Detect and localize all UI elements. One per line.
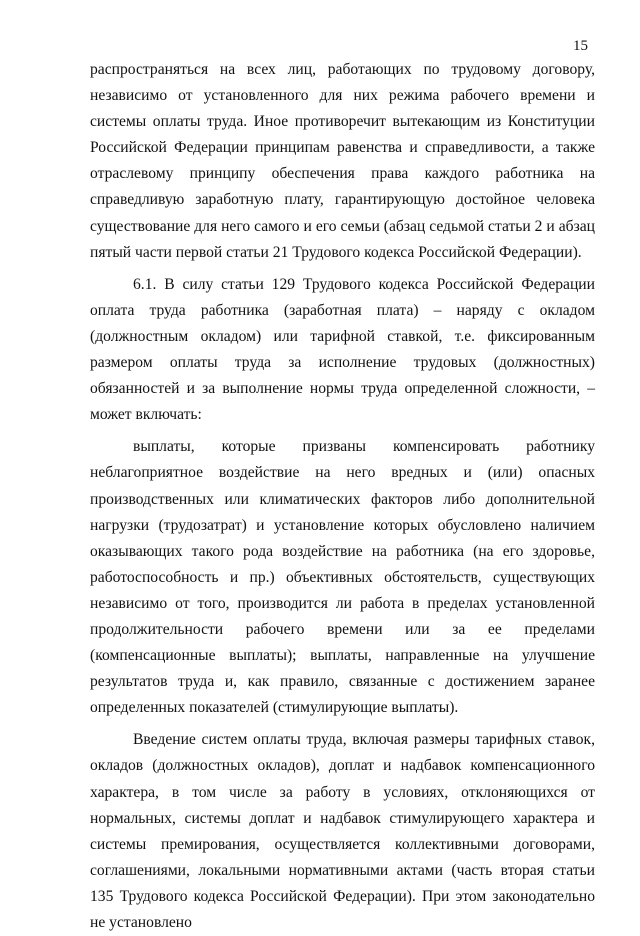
paragraph-payments-definition: выплаты, которые призваны компенсировать работнику неблагоприятное воздействие на него вредных и (или) опасных производственных или климатических факторов либо дополнительной нагрузки (трудозатрат) и установление которых обусловлено наличием оказывающих такого рода воздействие на работника (на его здоровье, работоспособность и пр.) объективных обстоятельств, существующих независимо от того, производится ли работа в пределах установленной продолжительности рабочего времени или за ее пределами (компенсационные выплаты); выплаты, направленные на улучшение результатов труда и, как правило, связанные с достижением заранее определенных показателей (стимулирующие выплаты). [90, 438, 595, 717]
paragraph-pay-systems: Введение систем оплаты труда, включая размеры тарифных ставок, окладов (должностных окладов), доплат и надбавок компенсационного характера, в том числе за работу в условиях, отклоняющихся от нормальных, системы доплат и надбавок стимулирующего характера и системы премирования, осуществляется коллективными договорами, соглашениями, локальными нормативными актами (часть вторая статьи 135 Трудового кодекса Российской Федерации). При этом законодательно не установлено [90, 731, 595, 931]
page-number: 15 [573, 38, 588, 54]
document-body [90, 57, 595, 936]
paragraph-continuation: распространяться на всех лиц, работающих по трудовому договору, независимо от установленного для них режима рабочего времени и системы оплаты труда. Иное противоречит вытекающим из Конституции Российской Федерации принципам равенства и справедливости, а также отраслевому принципу обеспечения права каждого работника на справедливую заработную плату, гарантирующую достойное человека существование для него самого и его семьи (абзац седьмой статьи 2 и абзац пятый части первой статьи 21 Трудового кодекса Российской Федерации). [90, 61, 595, 261]
paragraph-section-6-1: 6.1. В силу статьи 129 Трудового кодекса Российской Федерации оплата труда работника (заработная плата) – наряду с окладом (должностным окладом) или тарифной ставкой, т.е. фиксированным размером оплаты труда за исполнение трудовых (должностных) обязанностей и за выполнение нормы труда определенной сложности, – может включать: [90, 275, 595, 424]
